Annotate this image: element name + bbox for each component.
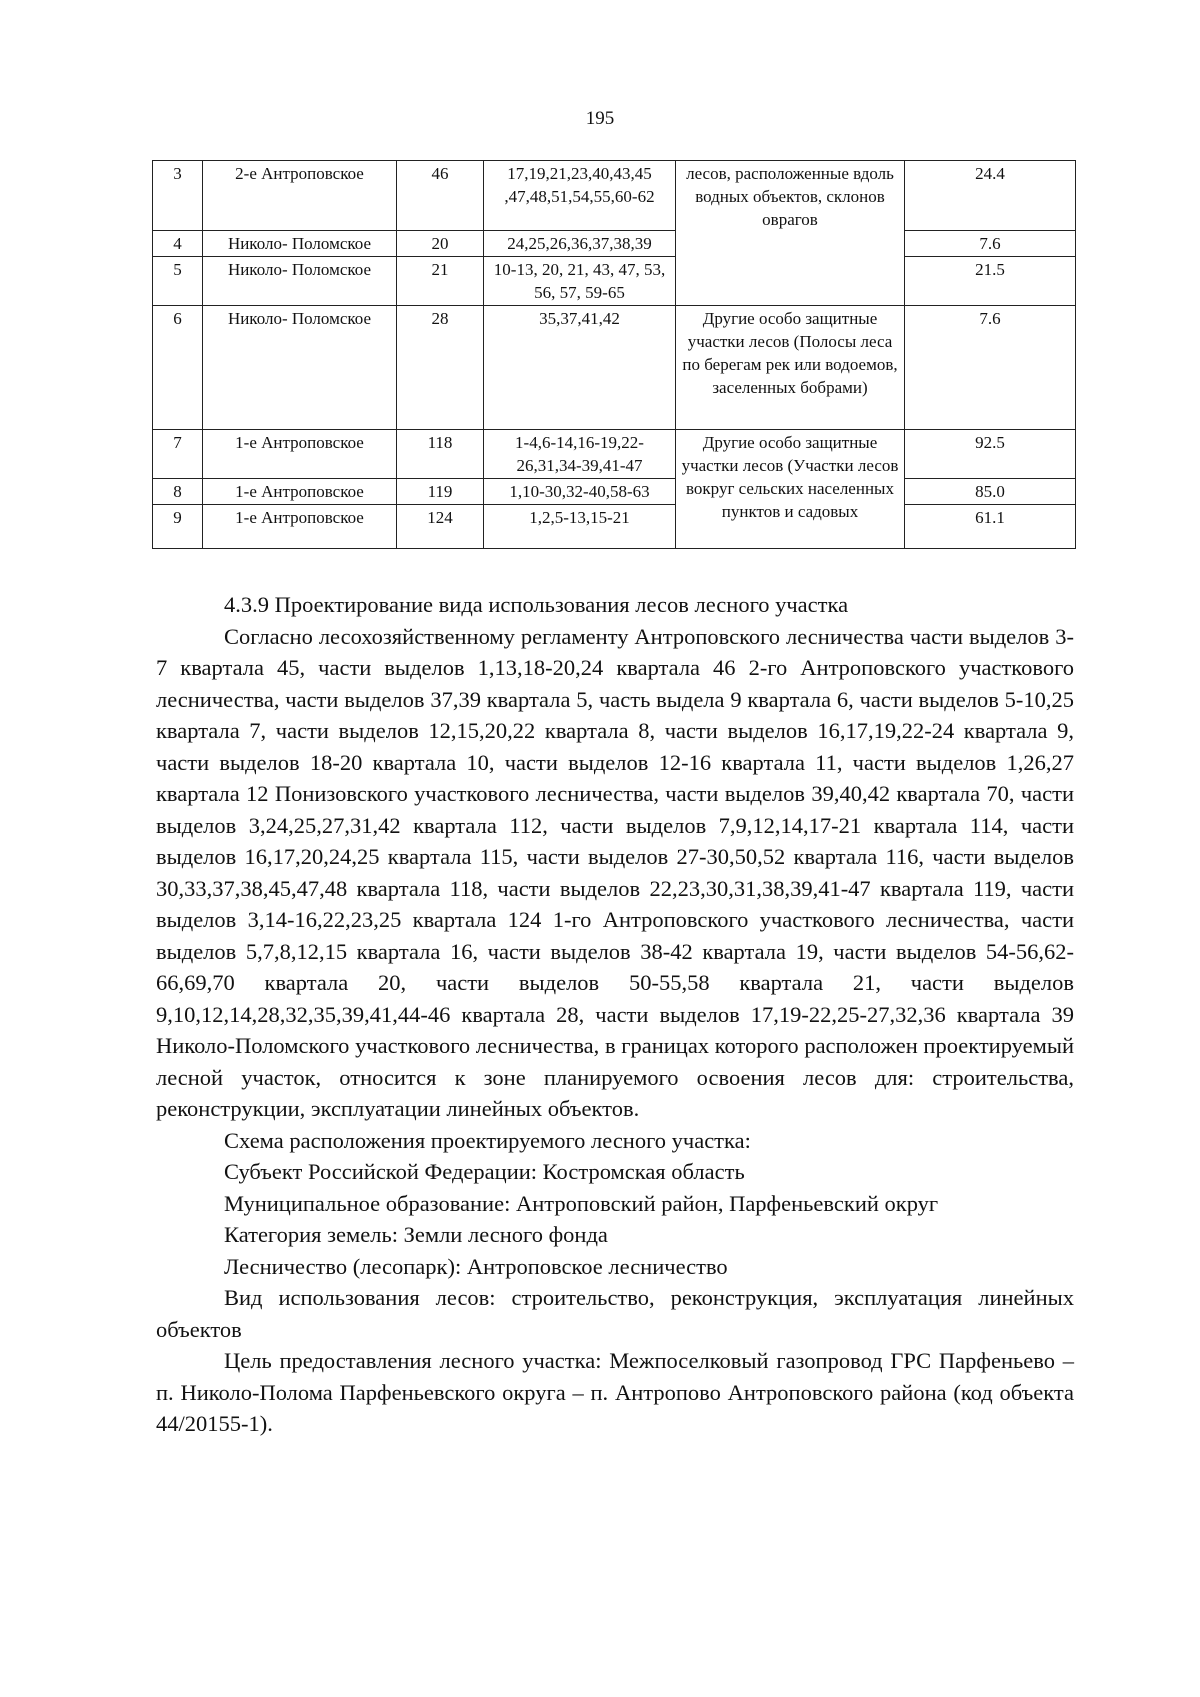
table-row: [153, 505, 1076, 549]
table-row: [153, 430, 1076, 479]
table-row: [153, 306, 1076, 430]
table-row: [153, 231, 1076, 257]
protection-category: лесов, расположенные вдоль водных объектов, склонов оврагов: [676, 161, 905, 306]
protection-category: Другие особо защитные участки лесов (Полосы леса по берегам рек или водоемов, заселенных бобрами): [676, 306, 905, 430]
quarter-number: 124: [397, 505, 484, 549]
subject-line: Субъект Российской Федерации: Костромская область: [224, 1159, 745, 1184]
quarter-number: 20: [397, 231, 484, 257]
land-category-line: Категория земель: Земли лесного фонда: [224, 1222, 608, 1247]
section-numbers: 17,19,21,23,40,43,45 ,47,48,51,54,55,60-62: [484, 161, 676, 231]
forest-plots-table: [152, 160, 1076, 549]
body-text: [156, 589, 1074, 1440]
row-number: 3: [153, 161, 203, 231]
quarter-number: 28: [397, 306, 484, 430]
division-name: 1-е Антроповское: [203, 505, 397, 549]
quarter-number: 118: [397, 430, 484, 479]
section-numbers: 10-13, 20, 21, 43, 47, 53, 56, 57, 59-65: [484, 257, 676, 306]
municipality-line: Муниципальное образование: Антроповский район, Парфеньевский округ: [224, 1190, 939, 1216]
table-row: [153, 161, 1076, 231]
division-name: 1-е Антроповское: [203, 430, 397, 479]
division-name: Николо- Поломское: [203, 257, 397, 306]
row-number: 5: [153, 257, 203, 306]
area-value: 85.0: [905, 479, 1076, 505]
main-paragraph: Согласно лесохозяйственному регламенту Антроповского лесничества части выделов 3-7 квартала 45, части выделов 1,13,18-20,24 квартала 46 2-го Антроповского участкового лесничества, части выделов 37,39 квартала 5, часть выдела 9 квартала 6, части выделов 5-10,25 квартала 7, части выделов 12,15,20,22 квартала 8, части выделов 16,17,19,22-24 квартала 9, части выделов 18-20 квартала 10, части выделов 12-16 квартала 11, части выделов 1,26,27 квартала 12 Понизовского участкового лесничества, части выделов 39,40,42 квартала 70, части выделов 3,24,25,27,31,42 квартала 112, части выделов 7,9,12,14,17-21 квартала 114, части выделов 16,17,20,24,25 квартала 115, части выделов 27-30,50,52 квартала 116, части выделов 30,33,37,38,45,47,48 квартала 118, части выделов 22,23,30,31,38,39,41-47 квартала 119, части выделов 3,14-16,22,23,25 квартала 124 1-го Антроповского участкового лесничества, части выделов 5,7,8,12,15 квартала 16, части выделов 38-42 квартала 19, части выделов 54-56,62-66,69,70 квартала 20, части выделов 50-55,58 квартала 21, части выделов 9,10,12,14,28,32,35,39,41,44-46 квартала 28, части выделов 17,19-22,25-27,32,36 квартала 39 Николо-Поломского участкового лесничества, в границах которого расположен проектируемый лесной участок, относится к зоне планируемого освоения лесов для: строительства, реконструкции, эксплуатации линейных объектов.: [156, 623, 1074, 1121]
division-name: Николо- Поломское: [203, 231, 397, 257]
quarter-number: 119: [397, 479, 484, 505]
area-value: 92.5: [905, 430, 1076, 479]
division-name: 2-е Антроповское: [203, 161, 397, 231]
area-value: 24.4: [905, 161, 1076, 231]
section-numbers: 1,10-30,32-40,58-63: [484, 479, 676, 505]
scheme-title: Схема расположения проектируемого лесного участка:: [224, 1127, 751, 1153]
use-type-line: Вид использования лесов: строительство, реконструкция, эксплуатация линейных объектов: [156, 1285, 1074, 1342]
area-value: 7.6: [905, 231, 1076, 257]
division-name: Николо- Поломское: [203, 306, 397, 430]
row-number: 7: [153, 430, 203, 479]
quarter-number: 21: [397, 257, 484, 306]
row-number: 8: [153, 479, 203, 505]
purpose-line: Цель предоставления лесного участка: Межпоселковый газопровод ГРС Парфеньево – п. Николо-Полома Парфеньевского округа – п. Антропово Антроповского района (код объекта 44/20155-1).: [156, 1348, 1074, 1436]
forestry-line: Лесничество (лесопарк): Антроповское лесничество: [224, 1253, 728, 1279]
table-row: [153, 479, 1076, 505]
section-numbers: 35,37,41,42: [484, 306, 676, 430]
section-numbers: 24,25,26,36,37,38,39: [484, 231, 676, 257]
section-numbers: 1-4,6-14,16-19,22-26,31,34-39,41-47: [484, 430, 676, 479]
protection-category: Другие особо защитные участки лесов (Участки лесов вокруг сельских населенных пунктов и садовых: [676, 430, 905, 549]
quarter-number: 46: [397, 161, 484, 231]
section-numbers: 1,2,5-13,15-21: [484, 505, 676, 549]
area-value: 7.6: [905, 306, 1076, 430]
row-number: 6: [153, 306, 203, 430]
section-heading: 4.3.9 Проектирование вида использования лесов лесного участка: [224, 592, 849, 617]
division-name: 1-е Антроповское: [203, 479, 397, 505]
row-number: 4: [153, 231, 203, 257]
page-number: 195: [585, 108, 615, 129]
area-value: 61.1: [905, 505, 1076, 549]
area-value: 21.5: [905, 257, 1076, 306]
table-row: [153, 257, 1076, 306]
row-number: 9: [153, 505, 203, 549]
